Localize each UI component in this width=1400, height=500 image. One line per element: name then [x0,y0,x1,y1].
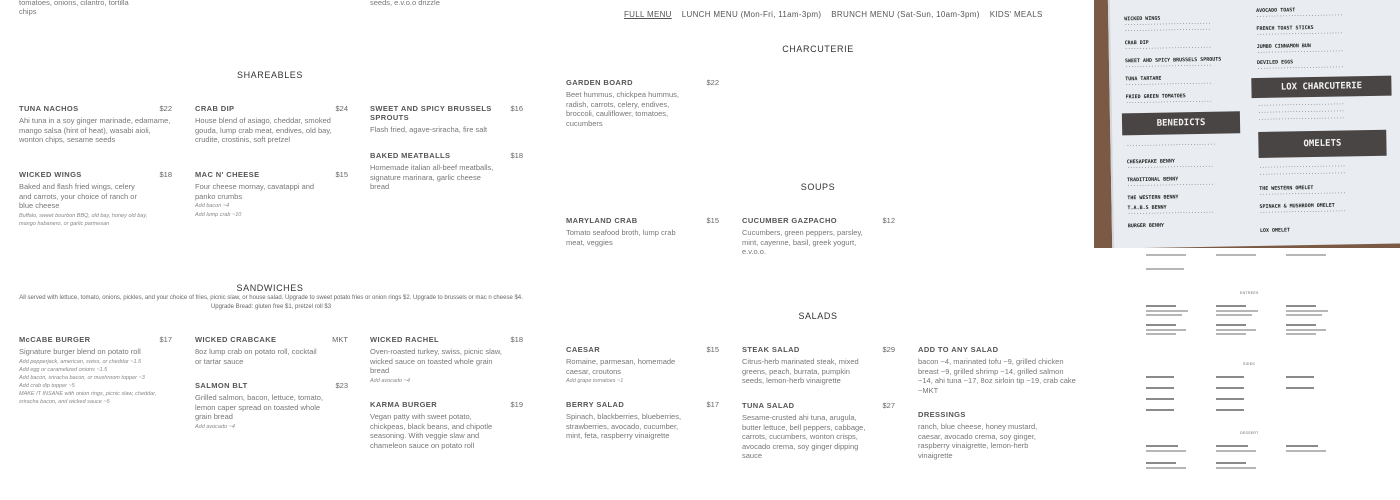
item-name: GARDEN BOARD [566,78,633,87]
menu-item-mac-n-cheese[interactable] [195,170,348,219]
section-title-soups: SOUPS [800,182,836,192]
item-name: WICKED WINGS [19,170,82,179]
photo-line: THE WESTERN BENNY [1127,194,1179,202]
menu-item-crab-dip[interactable] [195,104,348,145]
photo-badge-benedicts: BENEDICTS [1122,111,1240,135]
item-price: $18 [159,170,172,179]
item-name: DRESSINGS [918,410,966,419]
item-desc: Romaine, parmesan, homemade caesar, croutons [566,357,676,376]
menu-item-wicked-wings[interactable] [19,170,172,228]
item-price: $15 [706,345,719,354]
nav-brunch-menu[interactable]: BRUNCH MENU (Sat-Sun, 10am-3pm) [831,10,980,19]
item-note: Add bacon ~4 [195,203,230,209]
section-title-charcuterie: CHARCUTERIE [782,44,854,54]
menu-item-steak-salad[interactable] [742,345,895,386]
item-desc: Tomato seafood broth, lump crab meat, veggies [566,228,676,247]
item-price: $22 [159,104,172,113]
menu-item-add-to-any-salad[interactable] [918,345,1076,395]
photo-line: WICKED WINGS [1124,15,1161,23]
photo-line: CRAB DIP [1124,39,1149,47]
menu-item-tuna-salad[interactable] [742,401,895,461]
menu-thumbnail[interactable] [1094,248,1400,500]
item-name: SWEET AND SPICY BRUSSELS SPROUTS [370,104,492,122]
menu-paper: WICKED WINGS ······························ ······························ CRAB DIP ······························ SWEET AND SPICY BRUSSELS SPROUTS ······························ TUNA TARTARE ······························ FRIED GREEN TOMATOES ······························ BENEDICTS ······························· CHESAPEAKE BENNY ······························ TRADITIONAL BENNY ······························ THE WESTERN BENNY T.A.B.S BENNY ······························ BURGER BENNY AVOCADO TOAST ······························ FRENCH TOAST STICKS ······························ JUMBO CINNAMON BUN ······························ DEVILED EGGS ······························ LOX CHARCUTERIE ······························ ······························ ······························ OMELETS ······························ ······························ THE WESTERN OMELET ······························ SPINACH & MUSHROOM OMELET ······························ LOX OMELET [1108,0,1400,248]
menu-item-tuna-nachos[interactable] [19,104,172,145]
item-desc: Ahi tuna in a soy ginger marinade, edamame, mango salsa (hint of heat), wasabi aioli, wonton chips, sesame seeds [19,116,171,144]
item-note: Add pepperjack, american, swiss, or cheddar ~1.5 [19,358,142,365]
thumb-heading-entrees: ENTREES [1240,291,1259,295]
item-note: Add lump crab ~10 [195,212,242,218]
item-desc: ranch, blue cheese, honey mustard, caesar, avocado crema, soy ginger, raspberry vinaigrette, lemon-herb vinaigrette [918,422,1038,460]
item-desc: bacon ~4, marinated tofu ~9, grilled chicken breast ~9, grilled shrimp ~14, grilled salmon ~14, ahi tuna ~17, 8oz sirloin tip ~19, crab cake ~MKT [918,357,1076,395]
item-desc: Cucumbers, green peppers, parsley, mint, cayenne, basil, greek yogurt, e.v.o.o. [742,228,863,256]
item-name: SALMON BLT [195,381,248,390]
item-note: Add avocado ~4 [195,423,235,430]
menu-item-baked-meatballs[interactable] [370,151,523,192]
top-fragment-left: tomatoes, onions, cilantro, tortilla [19,0,129,7]
photo-line: LOX OMELET [1259,227,1291,234]
item-name: TUNA SALAD [742,401,795,410]
photo-line: CHESAPEAKE BENNY [1126,158,1175,166]
section-title-sandwiches: SANDWICHES [236,283,304,293]
section-title-shareables: SHAREABLES [236,70,304,80]
menu-item-karma-burger[interactable] [370,400,523,450]
item-desc: Spinach, blackberries, blueberries, strawberries, avocado, cucumber, mint, feta, raspberry vinaigrette [566,412,682,440]
item-desc: Grilled salmon, bacon, lettuce, tomato, lemon caper spread on toasted whole grain bread [195,393,323,421]
item-note: Add avocado ~4 [370,377,410,384]
menu-item-brussels-sprouts[interactable] [370,104,523,135]
item-price: $22 [706,78,719,87]
item-name: MAC N' CHEESE [195,170,260,179]
item-name: TUNA NACHOS [19,104,79,113]
photo-line: THE WESTERN OMELET [1259,185,1314,192]
photo-badge-omelets: OMELETS [1258,130,1386,158]
item-price: $23 [335,381,348,390]
nav-kids-meals[interactable]: KIDS' MEALS [989,10,1043,19]
top-fragment-right: seeds, e.v.o.o drizzle [370,0,440,7]
item-price: MKT [332,335,348,344]
item-desc: Vegan patty with sweet potato, chickpeas, black beans, and chipotle seasoning. With veggie slaw and chameleon sauce on potato roll [370,412,493,450]
section-title-salads: SALADS [798,311,838,321]
printed-menu-photo[interactable] [1094,0,1400,248]
item-price: $24 [335,104,348,113]
item-price: $18 [510,151,523,160]
item-name: KARMA BURGER [370,400,438,409]
item-name: WICKED RACHEL [370,335,439,344]
menu-item-berry-salad[interactable] [566,400,719,441]
item-price: $19 [510,400,523,409]
menu-item-mccabe-burger[interactable] [19,335,172,406]
item-name: BAKED MEATBALLS [370,151,451,160]
item-name: McCABE BURGER [19,335,91,344]
item-name: ADD TO ANY SALAD [918,345,999,354]
item-price: $16 [510,104,523,113]
item-name: MARYLAND CRAB [566,216,638,225]
menu-item-cucumber-gazpacho[interactable] [742,216,895,257]
item-desc: Sesame-crusted ahi tuna, arugula, butter lettuce, bell peppers, cabbage, carrots, cucumbers, wonton crisps, avocado crema, soy ginger dipping sauce [742,413,866,460]
top-fragment-left-2: chips [19,7,37,16]
item-price: $15 [335,170,348,179]
item-name: CUCUMBER GAZPACHO [742,216,837,225]
menu-item-maryland-crab[interactable] [566,216,719,247]
item-desc: Flash fried, agave-sriracha, fire salt [370,125,488,134]
item-name: STEAK SALAD [742,345,800,354]
item-price: $27 [882,401,895,410]
item-price: $17 [159,335,172,344]
item-name: BERRY SALAD [566,400,625,409]
item-price: $18 [510,335,523,344]
item-price: $17 [706,400,719,409]
menu-nav [624,10,1043,19]
item-note: MAKE IT INSANE with onion rings, picnic slaw, cheddar, sriracha bacon, and wicked sauce ~5 [19,390,157,405]
item-desc: Signature burger blend on potato roll [19,347,141,356]
thumb-heading-sides: SIDES [1243,362,1256,366]
sandwiches-note: All served with lettuce, tomato, onions, pickles, and your choice of fries, picnic slaw, or house salad. Upgrade to sweet potato fries or onion rings $2. Upgrade to brussels or mac n cheese $4. Upgrade Bread: gluten free $1, pretzel roll $3 [19,295,523,310]
menu-item-wicked-crabcake[interactable] [195,335,348,366]
nav-lunch-menu[interactable]: LUNCH MENU (Mon-Fri, 11am-3pm) [681,10,822,19]
item-name: CRAB DIP [195,104,235,113]
item-desc: Citrus-herb marinated steak, mixed greens, peach, burrata, pumpkin seeds, lemon-herb vinaigrette [742,357,859,385]
item-desc: Homemade italian all-beef meatballs, signature marinara, garlic cheese bread [370,163,494,191]
menu-column-middle [548,0,1096,500]
item-desc: 8oz lump crab on potato roll, cocktail or tartar sauce [195,347,317,366]
item-desc: Baked and flash fried wings, celery and carrots, your choice of ranch or blue cheese [19,182,137,210]
photo-line: DEVILED EGGS [1256,59,1294,66]
photo-line: SPINACH & MUSHROOM OMELET [1259,202,1335,210]
photo-line: BURGER BENNY [1127,222,1165,230]
photo-line: T.A.B.S BENNY [1127,204,1167,212]
nav-full-menu[interactable]: FULL MENU [624,10,672,19]
item-note: Add crab dip topper ~5 [19,382,75,389]
photo-line: FRENCH TOAST STICKS [1256,24,1314,32]
menu-item-garden-board[interactable] [566,78,719,128]
item-note: Add grape tomatoes ~1 [566,378,624,384]
item-price: $15 [706,216,719,225]
menu-item-wicked-rachel[interactable] [370,335,523,385]
menu-item-caesar[interactable] [566,345,719,385]
photo-line: JUMBO CINNAMON BUN [1256,43,1311,50]
item-price: $12 [882,216,895,225]
menu-item-salmon-blt[interactable] [195,381,348,431]
item-note: Add bacon, sriracha bacon, or mushroom topper ~3 [19,374,145,381]
item-note: Buffalo, sweet bourbon BBQ, old bay, honey old bay, mango habanero, or garlic parmesan [19,212,148,227]
photo-line: SWEET AND SPICY BRUSSELS SPROUTS [1124,56,1222,65]
item-desc: Four cheese mornay, cavatappi and panko crumbs [195,182,315,201]
photo-line: AVOCADO TOAST [1256,7,1296,14]
item-note: Add egg or caramelized onions ~1.5 [19,366,108,373]
menu-column-left [0,0,540,500]
menu-images-column [1094,0,1400,500]
item-name: CAESAR [566,345,601,354]
thumb-heading-dessert: DESSERT [1240,431,1259,435]
photo-line: FRIED GREEN TOMATOES [1125,93,1186,101]
photo-line: TRADITIONAL BENNY [1126,176,1179,184]
item-desc: Beet hummus, chickpea hummus, radish, carrots, celery, endives, broccoli, cauliflower, tomatoes, cucumbers [566,90,679,128]
item-price: $29 [882,345,895,354]
item-name: WICKED CRABCAKE [195,335,277,344]
photo-badge-lox: LOX CHARCUTERIE [1251,76,1391,98]
photo-line: TUNA TARTARE [1125,75,1162,83]
item-desc: House blend of asiago, cheddar, smoked gouda, lump crab meat, endives, old bay, crudite, crostinis, soft pretzel [195,116,332,144]
menu-item-dressings[interactable] [918,410,1076,460]
item-desc: Oven-roasted turkey, swiss, picnic slaw, wicked sauce on toasted whole grain bread [370,347,502,375]
